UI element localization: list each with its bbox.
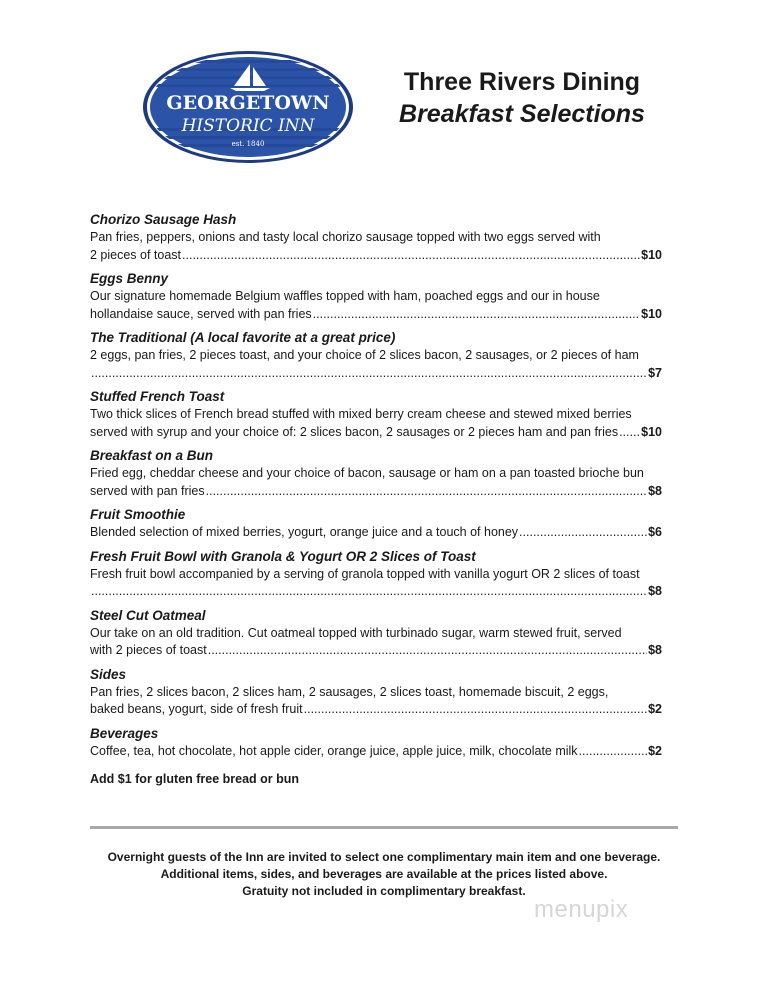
logo-line2: HISTORIC INN [181,116,315,136]
menu-item-price: $8 [648,643,662,657]
menu-item-price: $8 [648,483,662,498]
menu-item-price-row [90,365,662,383]
dot-leader [313,306,640,324]
menu-item-description: with 2 pieces of toast [90,643,207,657]
menu-item-price-row [90,583,662,601]
menu-item-price-row [90,701,662,719]
dot-leader [91,365,647,383]
menu-item-price: $8 [648,584,662,598]
menu-item [90,269,662,323]
menu-item-price-row [90,642,662,660]
menu-item [90,724,662,761]
menu-item-description: Coffee, tea, hot chocolate, hot apple cider, orange juice, apple juice, milk, chocolate milk [90,743,578,758]
menu-item-price: $2 [648,702,662,716]
menu-item-name: The Traditional (A local favorite at a great price) [90,330,396,345]
menu-item [90,210,662,264]
menu-item-description: baked beans, yogurt, side of fresh fruit [90,702,303,716]
gluten-free-note: Add $1 for gluten free bread or bun [90,772,300,786]
menu-item [90,446,662,500]
menu-item-name: Stuffed French Toast [90,389,225,404]
menu-item-description: Our take on an old tradition. Cut oatmeal topped with turbinado sugar, warm stewed fruit, served [90,625,622,640]
menu-item-price-row [90,424,662,442]
menu-item-name: Chorizo Sausage Hash [90,212,237,227]
menu-item-description: 2 pieces of toast [90,247,182,262]
dot-leader [206,483,647,501]
page-title [392,66,652,130]
logo-emblem [142,50,354,164]
dot-leader [208,642,647,660]
menu-item-price: $10 [641,424,662,439]
footer-line-guests: Overnight guests of the Inn are invited to select one complimentary main item and one beverage. [107,850,661,864]
menu-item-price: $7 [648,365,662,380]
menu-item-description: Blended selection of mixed berries, yogurt, orange juice and a touch of honey [90,525,519,539]
dot-leader [619,424,640,442]
restaurant-name: Three Rivers Dining [403,68,641,96]
menu-item-price-row [90,306,662,324]
menupix-watermark: menupix [534,896,629,923]
menu-item-description: Pan fries, peppers, onions and tasty local chorizo sausage topped with two eggs served with [90,230,601,244]
menu-item-price: $6 [648,525,662,539]
dot-leader [182,247,640,265]
menu-item-name: Steel Cut Oatmeal [90,607,206,623]
menu-item [90,505,662,542]
menu-item-price: $10 [641,306,662,321]
menu-item [90,387,662,441]
menu-item-price-row [90,247,662,265]
menu-item [90,606,662,660]
dot-leader [91,583,647,601]
georgetown-historic-inn-logo [142,50,354,164]
menu-item-description: hollandaise sauce, served with pan fries [90,306,312,321]
menu-item-description: served with pan fries [90,483,205,498]
menu-item [90,328,662,382]
menu-item-name: Breakfast on a Bun [90,448,214,463]
footer-line-additional: Additional items, sides, and beverages are available at the prices listed above. [160,867,608,881]
dot-leader [579,743,648,761]
menu-list [90,210,662,786]
logo-established: est. 1840 [231,140,265,148]
menu-item-name: Sides [90,666,127,682]
divider [90,826,678,829]
menu-item-price: $10 [641,247,662,262]
menu-item [90,547,662,601]
menu-item-description: Our signature homemade Belgium waffles topped with ham, poached eggs and our in house [90,289,600,303]
footer-line-gratuity: Gratuity not included in complimentary breakfast. [242,884,526,898]
menu-item-description: Pan fries, 2 slices bacon, 2 slices ham, 2 sausages, 2 slices toast, homemade biscuit, 2 eggs, [90,684,609,699]
menu-item-name: Eggs Benny [90,271,169,286]
menu-item-price-row [90,743,662,761]
menu-item-price-row [90,524,662,542]
menu-item-description: Fried egg, cheddar cheese and your choice of bacon, sausage or ham on a pan toasted brioche bun [90,466,644,480]
menu-item-description: 2 eggs, pan fries, 2 pieces toast, and your choice of 2 slices bacon, 2 sausages, or 2 pieces of ham [90,348,639,362]
menu-item-description: Two thick slices of French bread stuffed with mixed berry cream cheese and stewed mixed berries [90,407,632,421]
dot-leader [519,524,647,542]
menu-item [90,665,662,719]
logo-line1: GEORGETOWN [166,92,330,114]
menu-item-name: Fresh Fruit Bowl with Granola & Yogurt OR 2 Slices of Toast [90,548,476,564]
menu-item-price-row [90,483,662,501]
menu-item-name: Fruit Smoothie [90,507,186,522]
menu-item-description: served with syrup and your choice of: 2 slices bacon, 2 sausages or 2 pieces ham and pan fries [90,424,619,439]
dot-leader [304,701,647,719]
footer-notes [60,849,708,900]
menu-item-description: Fresh fruit bowl accompanied by a serving of granola topped with vanilla yogurt OR 2 slices of toast [90,566,640,581]
menu-item-name: Beverages [90,725,159,741]
menu-item-price: $2 [648,743,662,758]
menu-section-title: Breakfast Selections [399,100,645,128]
